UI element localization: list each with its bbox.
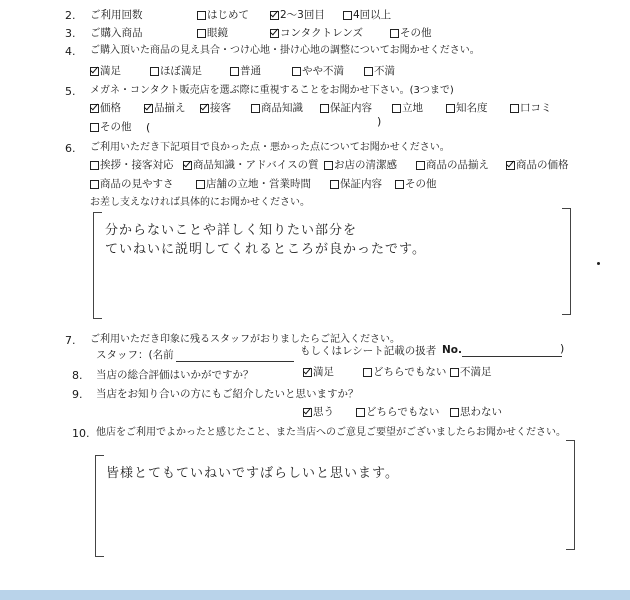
q7-staff-name-input[interactable] [176,361,294,362]
checkbox-checked-icon [270,29,279,38]
q4-option-normal[interactable]: 普通 [230,66,261,77]
q3-option-glasses[interactable]: 眼鏡 [197,28,228,39]
checkbox-checked-icon [303,368,312,377]
q5-option-warranty[interactable]: 保証内容 [320,103,372,114]
q5-option-other[interactable]: その他 [90,122,132,133]
q4-option-mostly-satisfied[interactable]: ほぼ満足 [150,66,202,77]
q6-comment-bracket-right [562,208,571,315]
checkbox-icon [251,104,260,113]
q7-question: ご利用いただき印象に残るスタッフがおりましたらご記入ください。 [90,334,400,345]
q7-no-label: No. [442,344,462,356]
q3-number: 3. [65,27,76,40]
q2-option-4plus[interactable]: 4回以上 [343,10,391,21]
q2-option-2-3[interactable]: 2～3回目 [270,10,325,21]
q8-option-satisfied[interactable]: 満足 [303,367,334,378]
q6-option-warranty[interactable]: 保証内容 [330,179,382,190]
checkbox-icon [324,161,333,170]
q6-handwritten-line-1: 分からないことや詳しく知りたい部分を [105,223,358,238]
checkbox-checked-icon [183,161,192,170]
q2-option-first[interactable]: はじめて [197,10,249,21]
checkbox-icon [390,29,399,38]
q5-option-knowledge[interactable]: 商品知識 [251,103,303,114]
q5-option-fame[interactable]: 知名度 [446,103,488,114]
q9-option-yes[interactable]: 思う [303,407,334,418]
q4-option-satisfied[interactable]: 満足 [90,66,121,77]
q6-option-visibility[interactable]: 商品の見やすさ [90,179,174,190]
q7-receipt-no-input[interactable] [462,356,562,357]
q5-option-price[interactable]: 価格 [90,103,121,114]
q7-paren-close: ) [560,342,565,355]
q6-option-location-hours[interactable]: 店舗の立地・営業時間 [196,179,311,190]
q3-option-contacts[interactable]: コンタクトレンズ [270,28,363,39]
q5-question: メガネ・コンタクト販売店を選ぶ際に重視することをお聞かせ下さい。(3つまで) [90,85,454,96]
checkbox-checked-icon [90,104,99,113]
checkbox-icon [364,67,373,76]
q3-option-other[interactable]: その他 [390,28,432,39]
q5-option-reviews[interactable]: 口コミ [510,103,552,114]
checkbox-checked-icon [506,161,515,170]
checkbox-icon [356,408,365,417]
checkbox-checked-icon [303,408,312,417]
q8-option-dissatisfied[interactable]: 不満足 [450,367,492,378]
checkbox-icon [416,161,425,170]
q6-comment-bracket-left [93,212,102,319]
checkbox-icon [510,104,519,113]
checkbox-icon [392,104,401,113]
q10-number: 10. [72,427,90,440]
q6-number: 6. [65,142,76,155]
q8-number: 8. [72,369,83,382]
q10-question: 他店をご利用でよかったと感じたこと、また当店へのご意見ご要望がございましたらお聞かせください。 [96,427,566,438]
q5-option-selection[interactable]: 品揃え [144,103,186,114]
q9-question: 当店をお知り合いの方にもご紹介したいと思いますか？ [96,388,359,400]
q5-number: 5. [65,85,76,98]
checkbox-icon [196,180,205,189]
checkbox-icon [320,104,329,113]
q4-number: 4. [65,45,76,58]
checkbox-checked-icon [200,104,209,113]
q10-handwritten: 皆様とてもていねいですばらしいと思います。 [106,466,399,481]
q6-option-greeting[interactable]: 挨拶・接客対応 [90,160,174,171]
q5-option-service[interactable]: 接客 [200,103,231,114]
q6-option-price[interactable]: 商品の価格 [506,160,569,171]
bottom-bar [0,590,630,600]
q7-receipt-label: もしくはレシート記載の扱者 [300,345,437,357]
checkbox-icon [450,408,459,417]
q9-option-neutral[interactable]: どちらでもない [356,407,439,418]
q5-paren-open: ( [146,121,151,134]
checkbox-icon [292,67,301,76]
q7-number: 7. [65,334,76,347]
q10-comment-bracket-right [566,440,575,550]
q2-question: ご利用回数 [90,9,143,21]
q6-option-other[interactable]: その他 [395,179,437,190]
checkbox-icon [343,11,352,20]
q9-number: 9. [72,388,83,401]
q6-option-assortment[interactable]: 商品の品揃え [416,160,489,171]
checkbox-icon [90,123,99,132]
q2-number: 2. [65,9,76,22]
checkbox-icon [363,368,372,377]
q8-question: 当店の総合評価はいかがですか？ [96,369,254,381]
checkbox-checked-icon [90,67,99,76]
checkbox-icon [197,11,206,20]
q6-option-advice[interactable]: 商品知識・アドバイスの質 [183,160,319,171]
q10-comment-bracket-left [95,455,104,557]
q6-option-cleanliness[interactable]: お店の清潔感 [324,160,397,171]
checkbox-checked-icon [144,104,153,113]
q4-question: ご購入頂いた商品の見え具合・つけ心地・掛け心地の調整についてお聞かせください。 [90,45,480,56]
q4-option-slightly-dissatisfied[interactable]: やや不満 [292,66,344,77]
q6-handwritten-line-2: ていねいに説明してくれるところが良かったです。 [105,242,426,257]
q5-option-location[interactable]: 立地 [392,103,423,114]
checkbox-icon [230,67,239,76]
q9-option-no[interactable]: 思わない [450,407,502,418]
q4-option-dissatisfied[interactable]: 不満 [364,66,395,77]
checkbox-icon [450,368,459,377]
checkbox-icon [330,180,339,189]
checkbox-icon [90,161,99,170]
checkbox-icon [446,104,455,113]
q5-paren-close: ) [377,115,382,128]
q6-question: ご利用いただき下記項目で良かった点・悪かった点についてお聞かせください。 [90,142,450,153]
checkbox-checked-icon [270,11,279,20]
checkbox-icon [90,180,99,189]
q3-question: ご購入商品 [90,27,143,39]
checkbox-icon [395,180,404,189]
checkbox-icon [150,67,159,76]
stray-dot [597,262,600,265]
q7-staff-label: スタッフ：(名前 [96,349,174,361]
q6-note: お差し支えなければ具体的にお聞かせください。 [90,197,310,208]
checkbox-icon [197,29,206,38]
q8-option-neutral[interactable]: どちらでもない [363,367,446,378]
